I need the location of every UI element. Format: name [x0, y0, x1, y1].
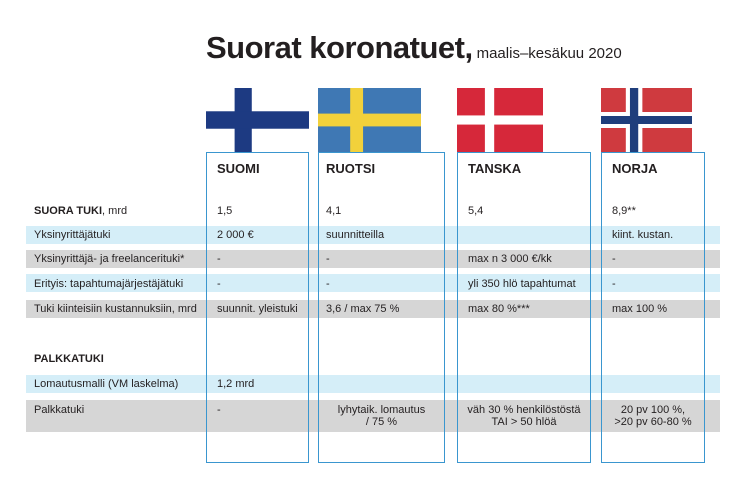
row-value-suomi: suunnit. yleistuki — [217, 303, 298, 315]
flag-norway-icon — [601, 88, 692, 152]
row-value-suomi: - — [217, 278, 221, 290]
row-value-norja: - — [612, 253, 616, 265]
title-main: Suorat koronatuet, — [206, 30, 473, 65]
row-label: Erityis: tapahtumajärjestäjätuki — [34, 278, 184, 290]
row-value-norja: - — [612, 278, 616, 290]
row-value-tanska: max n 3 000 €/kk — [468, 253, 552, 265]
section-heading-palkkatuki: PALKKATUKI — [34, 353, 104, 365]
section-heading-bold: SUORA TUKI — [34, 205, 103, 217]
flag-denmark-icon — [457, 88, 543, 152]
flag-finland-icon — [206, 88, 309, 152]
row-label: Tuki kiinteisiin kustannuksiin, mrd — [34, 303, 197, 315]
flag-sweden-icon — [318, 88, 421, 152]
row-label: Lomautusmalli (VM laskelma) — [34, 378, 179, 390]
row-value-norja: max 100 % — [612, 303, 668, 315]
column-box-ruotsi — [318, 152, 445, 463]
row-value-suomi: - — [217, 253, 221, 265]
column-header-norja: NORJA — [612, 161, 658, 176]
column-header-tanska: TANSKA — [468, 161, 522, 176]
page-title — [206, 30, 622, 66]
column-box-tanska — [457, 152, 591, 463]
row-value-suomi: 2 000 € — [217, 229, 254, 241]
section-heading-unit: , mrd — [102, 205, 128, 217]
row-value-suomi: - — [217, 404, 221, 416]
row-value-norja: kiint. kustan. — [612, 229, 674, 241]
row-value-ruotsi-line2: / 75 % — [365, 416, 398, 428]
row-label: Palkkatuki — [34, 404, 85, 416]
row-label: Yksinyrittäjä- ja freelancerituki* — [34, 253, 185, 265]
total-tanska: 5,4 — [468, 205, 484, 217]
section-heading-suora-tuki — [34, 204, 127, 218]
column-header-ruotsi: RUOTSI — [326, 161, 376, 176]
row-value-tanska-line2: TAI > 50 hlöä — [491, 416, 557, 428]
row-value-norja: 20 pv 100 %, — [620, 404, 686, 416]
row-value-ruotsi: - — [326, 253, 330, 265]
total-norja: 8,9** — [612, 205, 636, 217]
row-value-tanska: väh 30 % henkilöstöstä — [467, 404, 581, 416]
row-value-suomi: 1,2 mrd — [217, 378, 255, 390]
row-value-ruotsi: lyhytaik. lomautus — [337, 404, 426, 416]
row-value-tanska: yli 350 hlö tapahtumat — [468, 278, 576, 290]
title-subtitle: maalis–kesäkuu 2020 — [476, 45, 622, 62]
total-suomi: 1,5 — [217, 205, 233, 217]
column-box-norja — [601, 152, 705, 463]
row-value-tanska: max 80 %*** — [468, 303, 530, 315]
row-value-ruotsi: suunnitteilla — [326, 229, 385, 241]
row-value-norja-line2: >20 pv 60-80 % — [614, 416, 692, 428]
row-label: Yksinyrittäjätuki — [34, 229, 111, 241]
column-box-suomi — [206, 152, 309, 463]
row-value-ruotsi: 3,6 / max 75 % — [326, 303, 400, 315]
column-header-suomi: SUOMI — [217, 161, 260, 176]
row-value-ruotsi: - — [326, 278, 330, 290]
total-ruotsi: 4,1 — [326, 205, 342, 217]
